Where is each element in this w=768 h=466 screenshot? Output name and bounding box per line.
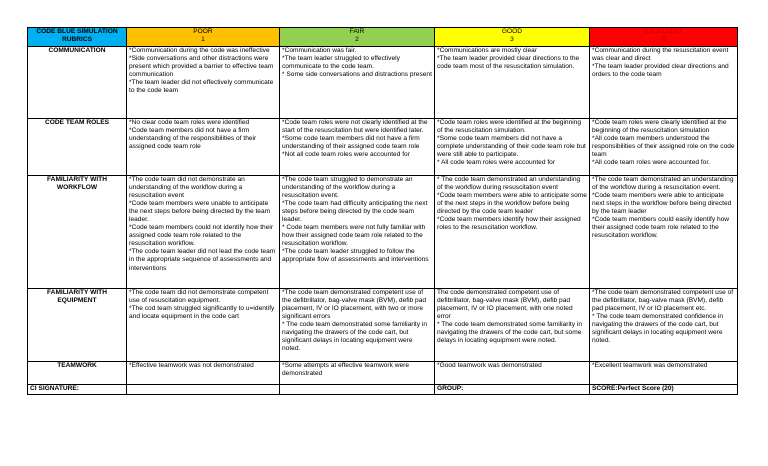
descriptor-line: *Code team roles were clearly identified at the beginning of the resuscitation simulation [592, 119, 727, 135]
descriptor-line: *Communication was fair. [282, 47, 357, 54]
descriptor-line: *The code team demonstrated competent use of the defibrillator, bag-valve mask (BVM), defib pad placement, IV or IO placement etc. [592, 289, 734, 313]
descriptor-line: *Code team members were unable to anticipate the next steps before being directed by the team leader. [129, 200, 271, 224]
criterion-label: CODE TEAM ROLES [28, 119, 127, 176]
descriptor-line: *Some code team members did not have a firm understanding of their assigned code team role [282, 135, 420, 151]
score-label: SCORE:Perfect Score (20) [590, 385, 738, 395]
descriptor-line: *The code team leader did not lead the code team in the appropriate sequence of assessments and interventions [129, 248, 276, 272]
descriptor-line: *Code team members identify how their assigned roles to the resuscitation workflow. [437, 216, 581, 232]
level-name: FAIR [349, 28, 365, 35]
descriptor-line: *No clear code team roles were identified [129, 119, 250, 126]
rubric-title: CODE BLUE SIMULATION RUBRICS [28, 28, 127, 47]
level-score: 2 [355, 36, 359, 44]
descriptor-line: * Code team members were not fully familiar with how their assigned code team role related to the resuscitation workflow. [282, 224, 426, 248]
descriptor-fair [280, 119, 435, 176]
descriptor-good [435, 176, 590, 289]
descriptor-line: *Some attempts at effective teamwork were demonstrated [282, 362, 410, 378]
descriptor-line: *The team leader struggled to effectively communicate to the code team. [282, 55, 400, 71]
descriptor-line: *Side conversations and other distractions were present which provided a barrier to effective team communication [129, 55, 274, 79]
level-score: 1 [201, 36, 205, 44]
descriptor-line: *Code team roles were identified at the beginning of the resuscitation simulation. [437, 119, 582, 135]
descriptor-line: *Communication during the resuscitation event was clear and direct [592, 47, 729, 63]
descriptor-line: *Code team members were able to anticipate some of the next steps in the workflow before being directed by the code team leader [437, 192, 587, 216]
ci-signature-field[interactable] [127, 385, 280, 395]
rubric-row-familiarity-equipment [28, 289, 738, 362]
descriptor-line: *The team leader did not effectively communicate to the code team [129, 79, 274, 95]
descriptor-line: The code demonstrated competent use of defibrillator, bag-valve mask (BVM), defib pad placement, IV or IO placement, with one noted error [437, 289, 573, 321]
descriptor-fair [280, 362, 435, 385]
descriptor-good [435, 119, 590, 176]
descriptor-fair [280, 176, 435, 289]
signature-row [28, 385, 738, 395]
level-name: GOOD [501, 28, 523, 35]
descriptor-line: *The code team demonstrated an understanding of the workflow during a resuscitation event. [592, 176, 734, 192]
descriptor-line: *The code team did not demonstrate competent use of resuscitation equipment. [129, 289, 269, 305]
descriptor-line: *All code team members understood the responsibilities of their assigned role on the code team [592, 135, 735, 159]
descriptor-line: *Code team members were able to anticipate next steps in the workflow before being directed by the team leader [592, 192, 732, 216]
criterion-label: FAMILIARITY WITH EQUIPMENT [28, 289, 127, 362]
level-score: 3 [510, 36, 514, 44]
descriptor-line: *The cod team struggled significantly to u=identify and locate equipment in the code cart [129, 305, 275, 321]
descriptor-good [435, 289, 590, 362]
descriptor-poor [127, 289, 280, 362]
descriptor-line: *The code team did not demonstrate an understanding of the workflow during a resuscitation event [129, 176, 245, 200]
descriptor-line: *Excellent teamwork was demonstrated [592, 362, 708, 369]
ci-signature-label: CI SIGNATURE: [28, 385, 127, 395]
descriptor-line: *All code team roles were accounted for. [592, 159, 711, 167]
descriptor-line: *The code team demonstrated competent use of the defibrillator, bag-valve mask (BVM), defib pad placement, IV or IO placement, with two or more significant errors [282, 289, 427, 321]
descriptor-excellent [590, 289, 738, 362]
descriptor-line: * The code team demonstrated an understanding of the workflow during resuscitation event [437, 176, 581, 192]
descriptor-line: * All code team roles were accounted for [437, 159, 556, 167]
descriptor-line: *Code team members could not identify how their assigned code team role related to the resuscitation workflow. [129, 224, 274, 248]
level-header-excellent [590, 28, 738, 47]
level-name: EXCELLENT [644, 28, 683, 35]
descriptor-fair [280, 289, 435, 362]
descriptor-line: *Good teamwork was demonstrated [437, 362, 542, 369]
descriptor-line: *Not all code team roles were accounted for [282, 151, 410, 159]
rubric-row-teamwork [28, 362, 738, 385]
descriptor-line: * The code team demonstrated confidence in navigating the drawers of the code cart, but significant delays in locating equipment were noted. [592, 313, 724, 345]
criterion-label: TEAMWORK [28, 362, 127, 385]
level-score: 4 [661, 36, 666, 44]
descriptor-excellent [590, 362, 738, 385]
descriptor-line: *Code team roles were not clearly identified at the start of the resuscitation but were identified later. [282, 119, 428, 135]
descriptor-line: *The code team leader struggled to follow the appropriate flow of assessments and interventions [282, 248, 429, 264]
descriptor-line: *The team leader provided clear directions and orders to the code team [592, 63, 729, 79]
descriptor-line: * The code team demonstrated some familiarity in navigating the drawers of the code cart, but significant delays in locating equipment were noted. [282, 321, 428, 353]
descriptor-poor [127, 176, 280, 289]
descriptor-line: *The code team had difficulty anticipating the next steps before being directed by the code team leader. [282, 200, 428, 224]
criterion-label: COMMUNICATION [28, 47, 127, 119]
descriptor-poor [127, 362, 280, 385]
descriptor-line: *The code team struggled to demonstrate an understanding of the workflow during a resuscitation event. [282, 176, 413, 200]
criterion-label: FAMILIARITY WITH WORKFLOW [28, 176, 127, 289]
descriptor-excellent [590, 176, 738, 289]
descriptor-line: *Communications are mostly clear [437, 47, 538, 54]
rubric-row-code-team-roles [28, 119, 738, 176]
descriptor-line: *Code team members did not have a firm understanding of the responsibilities of their assigned code team role [129, 127, 257, 151]
descriptor-good [435, 47, 590, 119]
descriptor-line: * The code team demonstrated some familiarity in navigating the drawers of the code cart, but some delays in locating equipment were noted. [437, 321, 583, 345]
descriptor-excellent [590, 47, 738, 119]
descriptor-good [435, 362, 590, 385]
rubric-row-communication [28, 47, 738, 119]
descriptor-line: *Effective teamwork was not demonstrated [129, 362, 254, 369]
header-row [28, 28, 738, 47]
descriptor-poor [127, 47, 280, 119]
descriptor-fair [280, 47, 435, 119]
descriptor-poor [127, 119, 280, 176]
level-header-fair [280, 28, 435, 47]
level-name: POOR [193, 28, 213, 35]
rubric-table [27, 27, 738, 395]
rubric-row-familiarity-workflow [28, 176, 738, 289]
descriptor-line: *Some code team members did not have a complete understanding of their code team role but were still able to participate. [437, 135, 586, 159]
descriptor-line: *Communication during the code was ineffective [129, 47, 270, 54]
group-label: GROUP: [435, 385, 590, 395]
descriptor-line: * Some side conversations and distractions present [282, 71, 432, 79]
descriptor-line: *Code team members could easily identify how their assigned code team role related to the resuscitation workflow. [592, 216, 730, 240]
blank-cell [280, 385, 435, 395]
level-header-good [435, 28, 590, 47]
level-header-poor [127, 28, 280, 47]
descriptor-excellent [590, 119, 738, 176]
descriptor-line: *The team leader provided clear directions to the code team most of the resuscitation simulation. [437, 55, 580, 71]
